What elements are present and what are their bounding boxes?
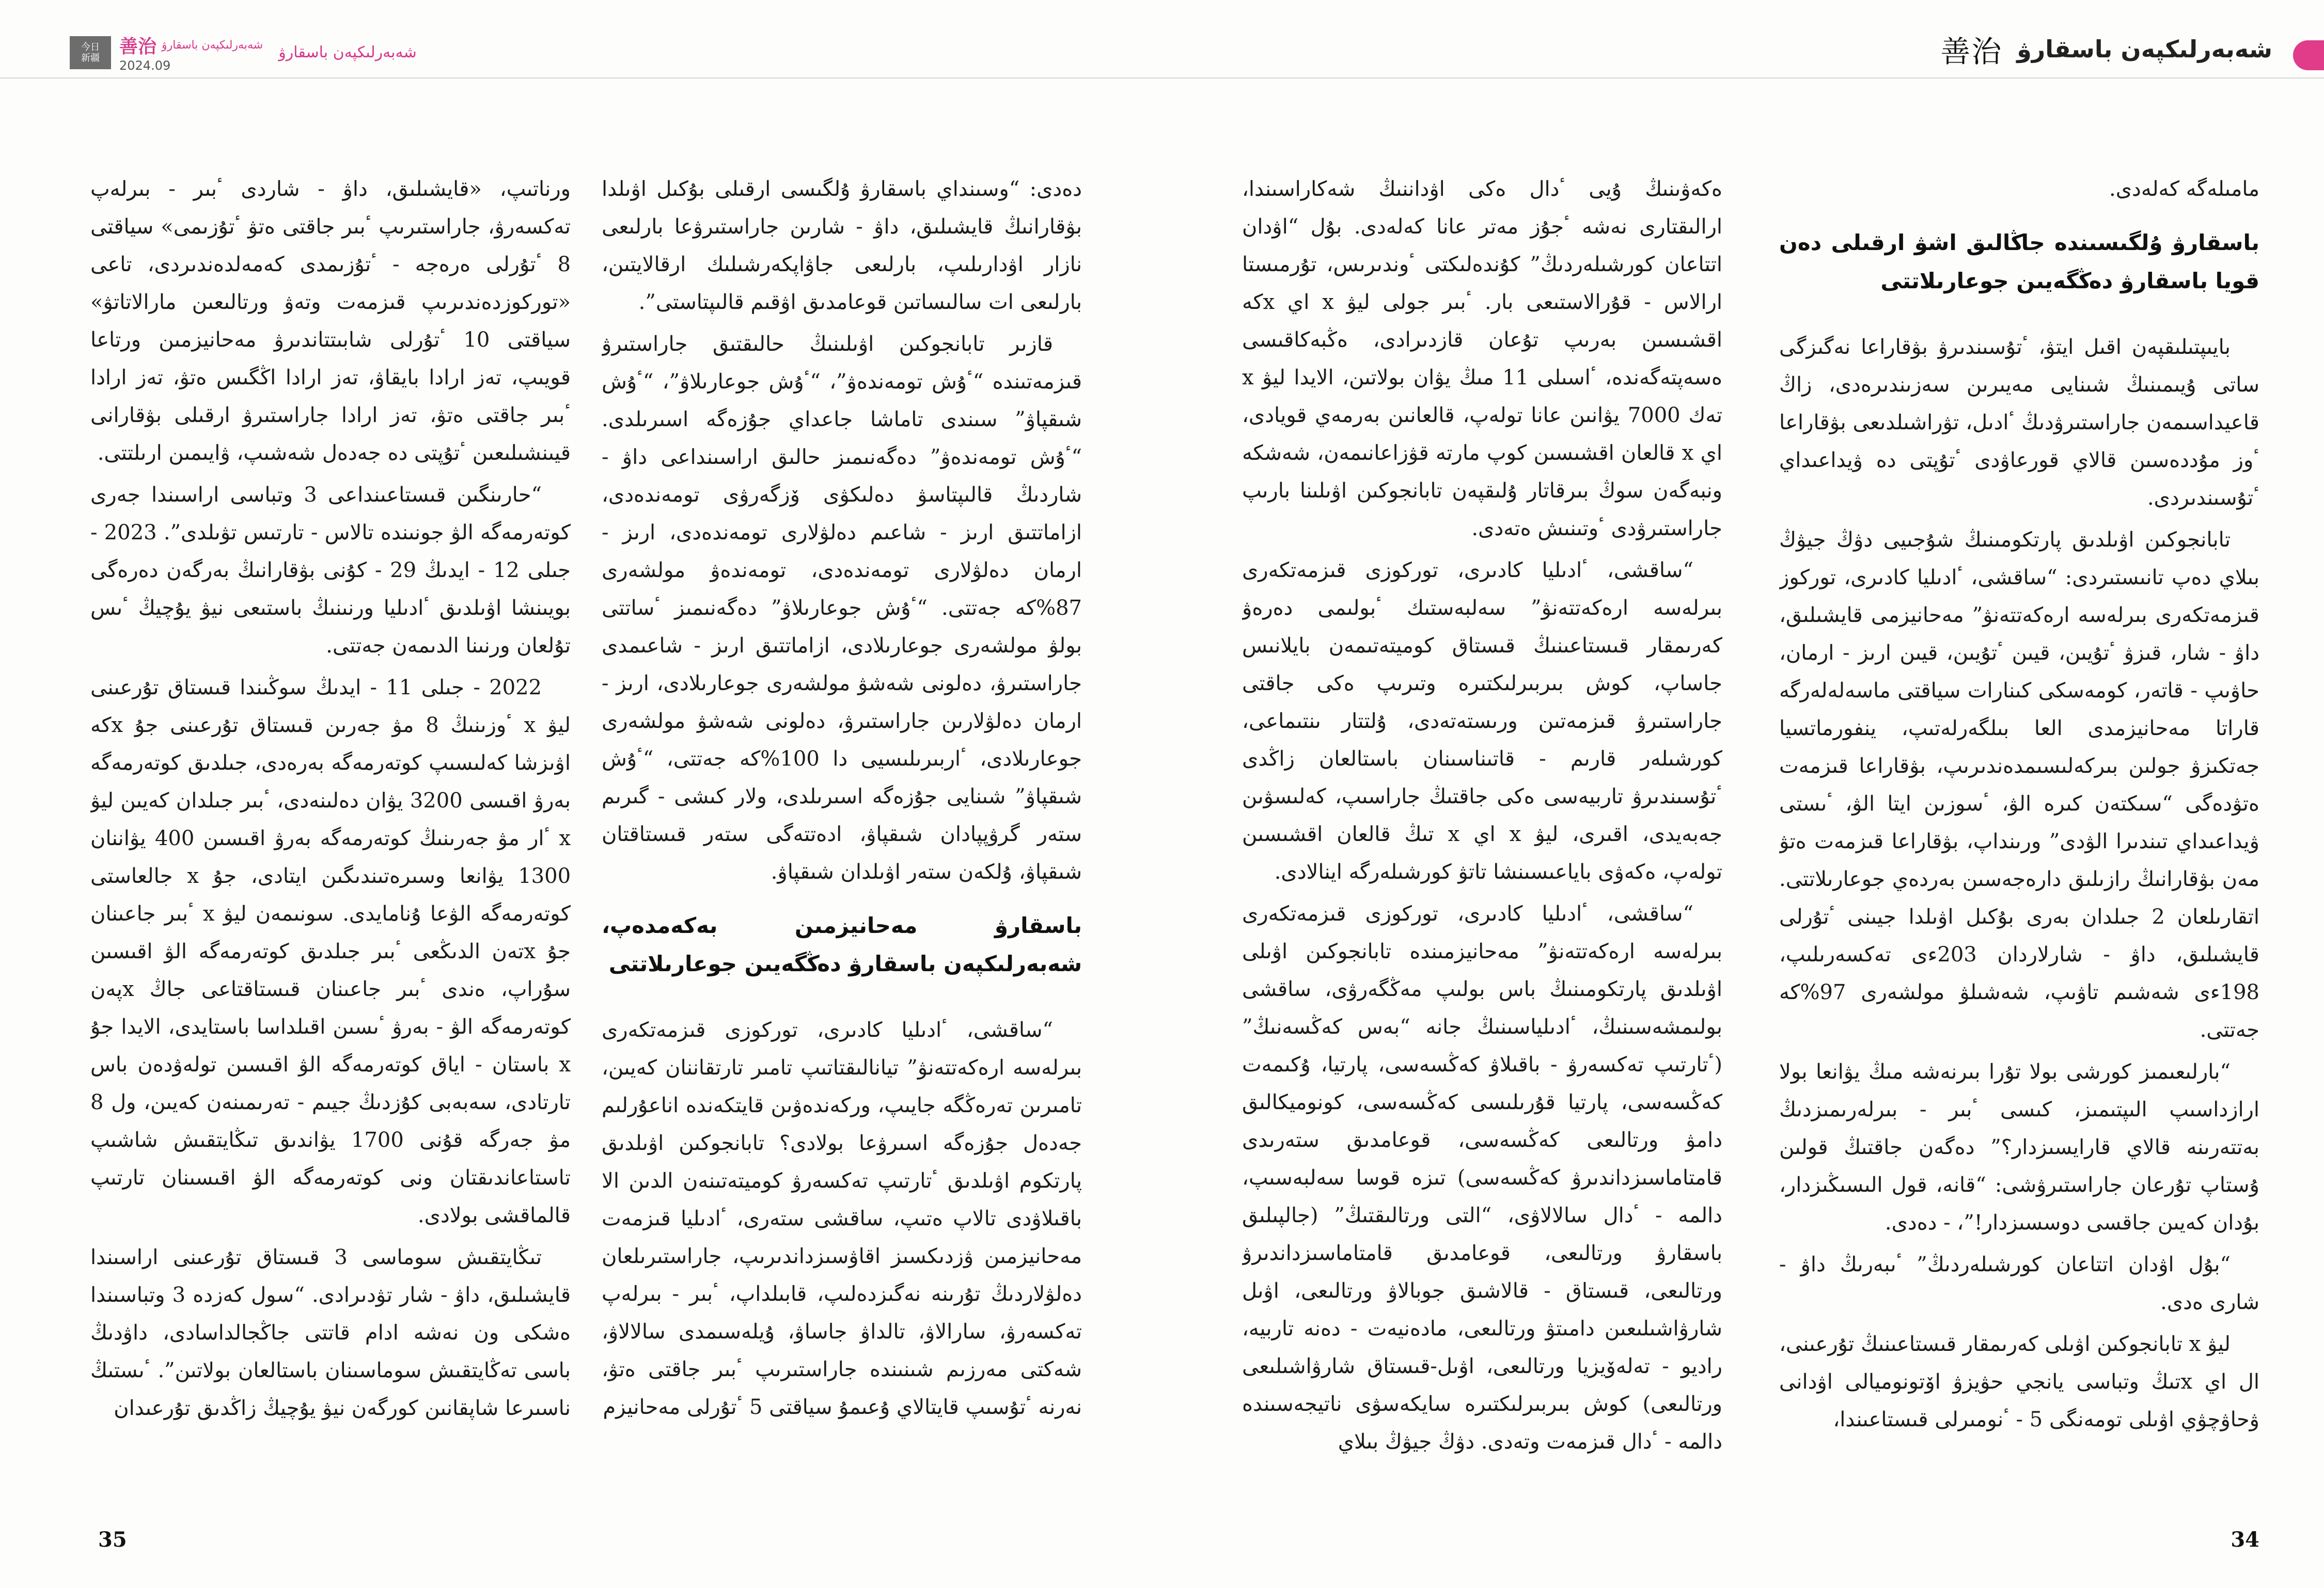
- header-divider: [0, 77, 2324, 79]
- right-page-header: [1940, 28, 2272, 70]
- paragraph: مامىلەگە كەلەدى.: [2109, 177, 2259, 201]
- magazine-subtitle: شەبەرلىكپەن باسقارۋ: [162, 39, 263, 52]
- text-column-3: [602, 170, 1082, 1493]
- magazine-brand: 善治: [119, 36, 157, 57]
- left-page-header: [70, 32, 417, 73]
- logo-text-bottom: 新疆: [81, 52, 100, 64]
- paragraph: تابانجوكىن اۋىلدىق پارتكومىنىڭ شۇجىيى دۋڭ جيۋڭ بىلاي دەپ تانىستىردى: “ساقشى، ٴادىليا كادىرى، توركوز قىزمەتكەرى بىرلەسە ارەكەتتەنۋ” مەحانيزمى قايشىلىق، داۋ - شار، قىزۋ ٴتۇيىن، قيىن ٴتۇيىن، قيىن ارىز - ارمان، حاۋىپ - قاتەر، كومەسكى كىنارات سياقتى ماسەلەلەرگە قاراتا مەحانيزمدى العا بىلگەرلەتىپ، ينفورماتسيا جەتكىزۋ جولىن بىركەلىسىمدەندىرىپ، بۋقاراعا قىزمەت ەتۋدەگى “سىكتەن كىرە الۋ، ٴسوزىن ايتا الۋ، ٴىستى ۋيداعىداي تىندىرا الۋدى” ورىنداپ، بۋقاراعا قىزمەت ەتۋ مەن بۋقارانىڭ رازىلىق دارەجەسىن بەردەي جوعارىلاتتى. اتقارىلعان 2 جىلدان بەرى بۇكىل اۋىلدا جيىنى ٴتۇرلى قايشىلىق، داۋ - شارلاردان 203ءى تەكسەرىلىپ، 198ءى شەشىم تاۋىپ، شەشىلۋ مولشەرى 97%كە جەتتى.: [1779, 528, 2259, 1042]
- magazine-meta: [119, 32, 263, 73]
- magazine-name-row: [119, 32, 263, 58]
- page-number-left: 35: [98, 1528, 127, 1552]
- issue-date: 2024.09: [119, 58, 171, 73]
- paragraph: “ساقشى، ٴادىليا كادىرى، توركوزى قىزمەتكەرى بىرلەسە ارەكەتتەنۋ” سەلبەستىك ٴبولىمى دەرەۋ كەرىمقار قىستاعىنىڭ قىستاق كوميتەتىمەن بايلانىس جاساپ، كوش بىربىرلىكتىرە وتىرىپ ەكى جاقتى جاراستىرۋ قىزمەتىن ورىستەتەدى، ۇلتتار ىنتىماعى، كورشىلەر قارىم - قاتىناسىنان باستالعان زاڭدى ٴتۇسىندىرۋ تاربيەسى ەكى جاقتىڭ جاراسىپ، كەلىسۋىن جەبەيدى، اقىرى، ليۋ x اي x تىڭ قالعان اقشىسىن تولەپ، ەكەۋى باياعىسىنشا تاتۋ كورشىلەرگە اينالادى.: [1242, 558, 1722, 884]
- text-column-1: [1779, 170, 2259, 1493]
- paragraph: “بارلىعىمىز كورشى بولا تۇرا بىرنەشە مىڭ يۋانعا بولا ارازداسىپ الىپتىمىز، كىسى ٴبىر - بىرلەرىمىزدىڭ بەتتەرىنە قالاي قارايسىزدار؟” دەگەن جاقتىڭ قولىن ۇستاپ تۇرعان جاراستىرۋشى: “قانە، قول الىسىڭىزدار، بۇدان كەيىن جاقسى دوسسىزدار!”، - دەدى.: [1779, 1060, 2259, 1235]
- paragraph: بايىپتىلىقپەن اقىل ايتۋ، ٴتۇسىندىرۋ بۋقاراعا نەگىزگى ساتى ۇيىمىنىڭ شىنايى مەيىرىن سەزىندىرەدى، زاڭ قاعيداسىمەن جاراستىرۋدىڭ ٴادىل، تۋراشىلدىعى بۋقاراعا ٴوز مۇددەسىن قالاي قورعاۋدى ٴتۇپتى دە ۋيداعىداي ٴتۇسىندىردى.: [1779, 335, 2259, 510]
- section-heading: باسقارۋ ۇلگىسىندە جاڭالىق اشۋ ارقىلى دەن قويا باسقارۋ دەڭگەيىن جوعارىلاتتى: [1779, 230, 2259, 293]
- paragraph: تىڭايتقىش سوماسى 3 قىستاق تۇرعىنى اراسىندا قايشىلىق، داۋ - شار تۋدىرادى. “سول كەزدە 3 وتباسىندا ەشكى ون نەشە ادام قاتتى جاڭجالداسادى، داۋدىڭ باسى تەڭايتقىش سوماسىنان باستالعان بولاتىن”. ٴىستىڭ ناسىرعا شاپقانىن كورگەن نيۋ يۇچيڭ زاڭدىق تۇرعىدان: [90, 1246, 571, 1420]
- text-column-4: [90, 170, 571, 1493]
- paragraph: “ساقشى، ٴادىليا كادىرى، توركوزى قىزمەتكەرى بىرلەسە ارەكەتتەنۋ” مەحانيزمىندە تابانجوكىن اۋىلى اۋىلدىق پارتكومىنىڭ باس بولىپ مەڭگەرۋى، ساقشى بولىمشەسىنىڭ، ٴادىلياسىنىڭ جانە “بەس كەڭسەنىڭ” (ٴتارتىپ تەكسەرۋ - باقىلاۋ كەڭسەسى، پارتيا، ۇكىمەت كەڭسەسى، پارتيا قۇرىلىسى كەڭسەسى، كونوميكالىق دامۋ ورتالىعى كەڭسەسى، قوعامدىق ستەرىدى قامتاماسىزداندىرۋ كەڭسەسى) تىزە قوسا سەلبەسىپ، دالمە - ٴدال سالالاۋى، “التى ورتالىقتىڭ” (جالپىلىق باسقارۋ ورتالىعى، قوعامدىق قامتاماسىزداندىرۋ ورتالىعى، قىستاق - قالاشىق جوبالاۋ ورتالىعى، اۋىل شارۋاشىلىعىن دامىتۋ ورتالىعى، مادەنيەت - دەنە تاربيە، راديو - تەلەۆيزيا ورتالىعى، اۋىل-قىستاق شارۋاشىلىعى ورتالىعى) كوش بىربىرلىكتىرە سايكەسۋى ناتيجەسىندە دالمە - ٴدال قىزمەت وتەدى. دۋڭ جيۋڭ بىلاي: [1242, 902, 1722, 1454]
- paragraph: ەكەۋىنىڭ ۇيى ٴدال ەكى اۋداننىڭ شەكاراسىندا، ارالىقتارى نەشە ٴجۇز مەتر عانا كەلەدى. بۇل “اۋدان اتتاعان كورشىلەردىڭ” كۇندەلىكتى ٴوندىرىس، تۇرمىستا ارالاس - قۇرالاستىعى بار. ٴبىر جولى ليۋ x اي xكە اقشىسىن بەرىپ تۇعان قازدىرادى، ەڭبەكاقىسى ەسەپتەگەندە، ٴاسىلى 11 مىڭ يۋان بولاتىن، الايدا ليۋ x تەك 7000 يۋانىن عانا تولەپ، قالعانىن بەرمەي قويادى، اي x قالعان اقشىسىن كوپ مارتە قۋزاعانىمەن، شەشكە ونبەگەن سوڭ بىرقاتار ۇلىقپەن تابانجوكىن اۋىلىنا بارىپ جاراستىرۋدى ٴوتىنىش ەتەدى.: [1242, 177, 1722, 540]
- paragraph: دەدى: “وسىنداي باسقارۋ ۇلگىسى ارقىلى بۇكىل اۋىلدا بۋقارانىڭ قايشىلىق، داۋ - شارىن جاراستىرۋعا بارلىعى نازار اۋدارىلىپ، بارلىعى جاۋاپكەرشىلىك ارقالايتىن، بارلىعى ات سالىساتىن قوعامدىق اۋقىم قالىپتاستى”.: [602, 177, 1082, 314]
- paragraph: قازىر تابانجوكىن اۋىلىنىڭ حالىقتىق جاراستىرۋ قىزمەتىندە “ٴۇش تومەندەۋ”، “ٴۇش جوعارىلاۋ”، “ٴۇش شىقپاۋ” سىندى تاماشا جاعداي جۇزەگە اسىرىلدى. “ٴۇش تومەندەۋ” دەگەنىمىز حالىق اراسىنداعى داۋ - شاردىڭ قالىپتاسۋ دەلىكۋى ۆزگەرۋى تومەندەدى، ازاماتتىق ارىز - شاعىم دەلۋلارى تومەندەدى، ارىز - ارمان دەلۋلارى تومەندەدى، تومەندەۋ مولشەرى 87%كە جەتتى. “ٴۇش جوعارىلاۋ” دەگەنىمىز ٴساتتى بولۋ مولشەرى جوعارىلادى، ازاماتتىق ارىز - شاعىمدى جاراستىرۋ، دەلونى شەشۋ مولشەرى جوعارىلادى، ارىز - ارمان دەلۋلارىن جاراستىرۋ، دەلونى شەشۋ مولشەرى جوعارىلادى، ٴاربىرىلىسيى دا 100%كە جەتتى، “ٴۇش شىقپاۋ” شىنايى جۇزەگە اسىرىلدى، ولار كىشى - گىرىم ستەر گرۋپپادان شىقپاۋ، ادەتتەگى ستەر قىستاقتان شىقپاۋ، ۇلكەن ستەر اۋىلدان شىقپاۋ.: [602, 332, 1082, 884]
- paragraph: ورناتىپ، «قايشىلىق، داۋ - شاردى ٴبىر - بىرلەپ تەكسەرۋ، جاراستىرىپ ٴبىر جاقتى ەتۋ ٴتۇزىمى» سياقتى 8 ٴتۇرلى ەرەجە - ٴتۇزىمدى كەمەلدەندىردى، تاعى «توركوزدەندىرىپ قىزمەت وتەۋ ورتالىعىن مارالاتاتۋ» سياقتى 10 ٴتۇرلى شابىتتاندىرۋ مەحانيزمىن ورتاعا قويىپ، تەز ارادا بايقاۋ، تەز ارادا اڭگىس ەتۋ، تەز ارادا ٴبىر جاقتى ەتۋ، تەز ارادا جاراستىرۋ ارقىلى بۋقارانى قيىنشىلىعىن ٴتۇپتى دە جەدەل شەشىپ، ۋايىمىن ارىلتتى.: [90, 177, 571, 465]
- text-column-2: [1242, 170, 1722, 1493]
- page-number-right: 34: [2231, 1528, 2259, 1552]
- magazine-logo: [70, 36, 111, 69]
- section-tab-marker: [2293, 40, 2324, 70]
- paragraph: “ساقشى، ٴادىليا كادىرى، توركوزى قىزمەتكەرى بىرلەسە ارەكەتتەنۋ” تيانالىقتاتىپ تامىر تارتقاننان كەيىن، تامىرىن تەرەڭگە جايىپ، وركەندەۋىن قايتكەندە اناعۇرلىم جەدەل جۇزەگە اسىرۋعا بولادى؟ تابانجوكىن اۋىلدىق پارتكوم اۋىلدىق ٴتارتىپ تەكسەرۋ كوميتەتىنەن الدىن الا باقىلاۋدى تالاپ ەتىپ، ساقشى ستەرى، ٴادىليا قىزمەت مەحانيزمىن ۋزدىكسىز اقاۋسىزداندىرىپ، جاراستىرىلعان دەلۋلاردىڭ تۇرىنە نەگىزدەلىپ، قابىلداپ، ٴبىر - بىرلەپ تەكسەرۋ، سارالاۋ، تالداۋ جاساۋ، ۇيلەسىمدى سالالاۋ، شەكتى مەرزىم شىنىندە جاراستىرىپ ٴبىر جاقتى ەتۋ، نەرنە ٴتۇسىپ قايتالاي ۇعىمۇ سياقتى 5 ٴتۇرلى مەحانيزم: [602, 1018, 1082, 1419]
- paragraph: “حارىنگىن قىستاعىنداعى 3 وتباسى اراسىندا جەرى كوتەرمەگە الۋ جونىندە تالاس - تارتىس تۋىلدى”. 2023 - جىلى 12 - ايدىڭ 29 - كۇنى بۋقارانىڭ بەرگەن دەرەگى بويىنشا اۋىلدىق ٴادىليا ورنىنىڭ باستىعى نيۋ يۇچيڭ ٴىس تۇلعان ورنىنا الدىمەن جەتتى.: [90, 483, 571, 658]
- section-title: شەبەرلىكپەن باسقارۋ: [2017, 35, 2272, 63]
- logo-text-top: 今日: [81, 41, 100, 53]
- paragraph: ليۋ x تابانجوكىن اۋىلى كەرىمقار قىستاعىنىڭ تۇرعىنى، ال اي xتىڭ وتباسى يانجي حۋيزۋ اۆتونوميالى اۋدانى ۋحاۋچۋي اۋىلى تومەنگى 5 - ٴنومىرلى قىستاعىندا،: [1779, 1332, 2259, 1431]
- left-section-title: شەبەرلىكپەن باسقارۋ: [278, 43, 417, 61]
- paragraph: “بۇل اۋدان اتتاعان كورشىلەردىڭ” ٴىبەرىڭ داۋ - شارى ەدى.: [1779, 1253, 2259, 1314]
- paragraph: 2022 - جىلى 11 - ايدىڭ سوڭىندا قىستاق تۇرعىنى ليۋ x ٴوزىنىڭ 8 مۋ جەرىن قىستاق تۇرعىنى جۇ xكە اۋىزشا كەلىسىپ كوتەرمەگە بەرەدى، جىلدىق كوتەرمەگە بەرۋ اقىسى 3200 يۋان دەلىنەدى، ٴبىر جىلدان كەيىن ليۋ x ٴار مۋ جەرىنىڭ كوتەرمەگە بەرۋ اقىسىن 400 يۋاننان 1300 يۋانعا وسىرەتىندىگىن ايتادى، جۇ x جالعاستى كوتەرمەگە الۋعا ۇنامايدى. سونىمەن ليۋ x ٴبىر جاعىنان جۇ xتەن الدىڭعى ٴبىر جىلدىق كوتەرمەگە الۋ اقىسىن سۇراپ، ەندى ٴبىر جاعىنان قىستاقتاعى جاڭ xپەن كوتەرمەگە الۋ - بەرۋ ٴىسىن اقىلداسا باستايدى، الايدا جۇ x باستان - اياق كوتەرمەگە الۋ اقىسىن تولەۋدەن باس تارتادى، سەبەبى كۇزدىڭ جيىم - تەرىمىنەن كەيىن، ول 8 مۋ جەرگە قۇنى 1700 يۋاندىق تىڭايتقىش شاشىپ تاستاعاندىقتان ونى كوتەرمەگە الۋ اقىسىنان تارتىپ قالماقشى بولادى.: [90, 676, 571, 1227]
- brand-logo: 善治: [1940, 34, 2003, 69]
- section-heading: باسقارۋ مەحانيزمىن بەكەمدەپ، شەبەرلىكپەن باسقارۋ دەڭگەيىن جوعارىلاتتى: [602, 913, 1082, 976]
